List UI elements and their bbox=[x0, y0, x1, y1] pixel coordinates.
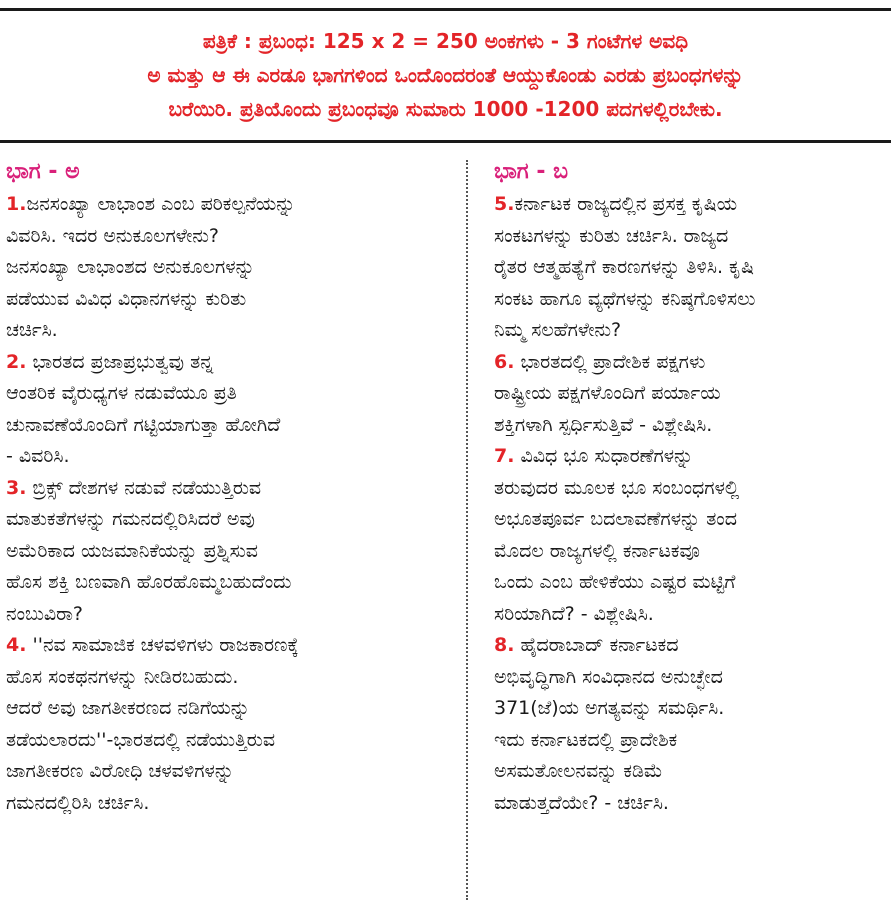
part-b-heading: ಭಾಗ - ಬ bbox=[494, 159, 569, 184]
question-line: ಜನಸಂಖ್ಯಾ ಲಾಭಾಂಶ ಎಂಬ ಪರಿಕಲ್ಪನೆಯನ್ನು bbox=[26, 193, 296, 215]
question-line: ಭಾರತದಲ್ಲಿ ಪ್ರಾದೇಶಿಕ ಪಕ್ಷಗಳು bbox=[514, 350, 706, 373]
question-2 bbox=[6, 347, 411, 473]
question-line: ಶಕ್ತಿಗಳಾಗಿ ಸ್ಪರ್ಧಿಸುತ್ತಿವೆ - ವಿಶ್ಲೇಷಿಸಿ. bbox=[494, 413, 713, 436]
question-line: ನಂಬುವಿರಾ? bbox=[6, 602, 83, 625]
question-line: ಕರ್ನಾಟಕ ರಾಜ್ಯದಲ್ಲಿನ ಪ್ರಸಕ್ತ ಕೃಷಿಯ bbox=[514, 193, 738, 215]
question-3 bbox=[6, 473, 411, 631]
question-line: ತರುವುದರ ಮೂಲಕ ಭೂ ಸಂಬಂಧಗಳಲ್ಲಿ bbox=[494, 476, 740, 499]
question-line: ರೈತರ ಆತ್ಮಹತ್ಯೆಗೆ ಕಾರಣಗಳನ್ನು ತಿಳಿಸಿ. ಕೃಷಿ bbox=[494, 256, 754, 278]
question-number: 1. bbox=[6, 193, 27, 215]
question-line: ಹೊಸ ಸಂಕಥನಗಳನ್ನು ನೀಡಿರಬಹುದು. bbox=[6, 665, 239, 688]
question-line: ಅಸಮತೋಲನವನ್ನು ಕಡಿಮೆ bbox=[494, 760, 663, 782]
instructions-line-3: ಬರೆಯಿರಿ. ಪ್ರತಿಯೊಂದು ಪ್ರಬಂಧವೂ ಸುಮಾರು 1000 -1200 ಪದಗಳಲ್ಲಿರಬೇಕು. bbox=[168, 97, 723, 121]
instructions-line-2: ಅ ಮತ್ತು ಆ ಈ ಎರಡೂ ಭಾಗಗಳಿಂದ ಒಂದೊಂದರಂತೆ ಆಯ್ದುಕೊಂಡು ಎರಡು ಪ್ರಬಂಧಗಳನ್ನು bbox=[147, 63, 744, 87]
question-line: ಒಂದು ಎಂಬ ಹೇಳಿಕೆಯು ಎಷ್ಟರ ಮಟ್ಟಿಗೆ bbox=[494, 571, 736, 593]
instructions-header bbox=[0, 24, 891, 126]
part-b-column bbox=[494, 155, 886, 819]
question-line: ಹೈದರಾಬಾದ್ ಕರ್ನಾಟಕದ bbox=[514, 634, 679, 656]
question-4 bbox=[6, 630, 411, 819]
question-number: 3. bbox=[6, 476, 27, 499]
question-line: ಆಂತರಿಕ ವೈರುಧ್ಯಗಳ ನಡುವೆಯೂ ಪ್ರತಿ bbox=[6, 382, 237, 404]
question-line: ಮಾತುಕತೆಗಳನ್ನು ಗಮನದಲ್ಲಿರಿಸಿದರೆ ಅವು bbox=[6, 508, 255, 530]
question-line: ಬ್ರಿಕ್ಸ್ ದೇಶಗಳ ನಡುವೆ ನಡೆಯುತ್ತಿರುವ bbox=[26, 476, 262, 499]
question-number: 7. bbox=[494, 445, 515, 467]
question-line: ಆದರೆ ಅವು ಜಾಗತೀಕರಣದ ನಡಿಗೆಯನ್ನು bbox=[6, 697, 250, 719]
question-line: ಜಾಗತೀಕರಣ ವಿರೋಧಿ ಚಳವಳಿಗಳನ್ನು bbox=[6, 760, 234, 782]
instructions-line-1: ಪತ್ರಿಕೆ : ಪ್ರಬಂಧ: 125 x 2 = 250 ಅಂಕಗಳು - 3 ಗಂಟೆಗಳ ಅವಧಿ bbox=[202, 29, 689, 53]
question-line: ''ನವ ಸಾಮಾಜಿಕ ಚಳವಳಿಗಳು ರಾಜಕಾರಣಕ್ಕೆ bbox=[26, 634, 299, 656]
question-6 bbox=[494, 347, 886, 442]
question-line: ವಿವರಿಸಿ. ಇದರ ಅನುಕೂಲಗಳೇನು? bbox=[6, 224, 219, 247]
question-line: ಗಮನದಲ್ಲಿರಿಸಿ ಚರ್ಚಿಸಿ. bbox=[6, 791, 150, 814]
question-5 bbox=[494, 189, 886, 347]
question-line: ಅಮೆರಿಕಾದ ಯಜಮಾನಿಕೆಯನ್ನು ಪ್ರಶ್ನಿಸುವ bbox=[6, 539, 258, 562]
question-number: 8. bbox=[494, 634, 515, 656]
question-number: 4. bbox=[6, 634, 27, 656]
question-line: ಭಾರತದ ಪ್ರಜಾಪ್ರಭುತ್ವವು ತನ್ನ bbox=[26, 350, 214, 373]
question-line: - ವಿವರಿಸಿ. bbox=[6, 445, 70, 467]
question-line: ಹೊಸ ಶಕ್ತಿ ಬಣವಾಗಿ ಹೊರಹೊಮ್ಮಬಹುದೆಂದು bbox=[6, 571, 292, 593]
question-line: ಚರ್ಚಿಸಿ. bbox=[6, 319, 58, 341]
question-line: 371(ಜೆ)ಯ ಅಗತ್ಯವನ್ನು ಸಮರ್ಥಿಸಿ. bbox=[494, 697, 725, 719]
question-number: 6. bbox=[494, 350, 515, 373]
question-line: ಮೊದಲ ರಾಜ್ಯಗಳಲ್ಲಿ ಕರ್ನಾಟಕವೂ bbox=[494, 539, 700, 562]
header-bottom-rule bbox=[0, 140, 891, 143]
question-number: 5. bbox=[494, 193, 515, 215]
question-line: ರಾಷ್ಟ್ರೀಯ ಪಕ್ಷಗಳೊಂದಿಗೆ ಪರ್ಯಾಯ bbox=[494, 382, 721, 404]
question-8 bbox=[494, 630, 886, 819]
question-line: ವಿವಿಧ ಭೂ ಸುಧಾರಣೆಗಳನ್ನು bbox=[514, 445, 694, 467]
question-number: 2. bbox=[6, 350, 27, 373]
question-1 bbox=[6, 189, 411, 347]
question-line: ಅಭೂತಪೂರ್ವ ಬದಲಾವಣೆಗಳನ್ನು ತಂದ bbox=[494, 508, 737, 530]
question-line: ಅಭಿವೃದ್ಧಿಗಾಗಿ ಸಂವಿಧಾನದ ಅನುಚ್ಛೇದ bbox=[494, 665, 723, 688]
question-line: ಮಾಡುತ್ತದೆಯೇ? - ಚರ್ಚಿಸಿ. bbox=[494, 791, 669, 814]
part-a-column bbox=[6, 155, 411, 819]
question-line: ತಡೆಯಲಾರದು''-ಭಾರತದಲ್ಲಿ ನಡೆಯುತ್ತಿರುವ bbox=[6, 728, 276, 751]
question-line: ಸಂಕಟಗಳನ್ನು ಕುರಿತು ಚರ್ಚಿಸಿ. ರಾಜ್ಯದ bbox=[494, 224, 729, 247]
question-line: ನಿಮ್ಮ ಸಲಹೆಗಳೇನು? bbox=[494, 319, 622, 341]
question-line: ಜನಸಂಖ್ಯಾ ಲಾಭಾಂಶದ ಅನುಕೂಲಗಳನ್ನು bbox=[6, 256, 255, 278]
question-7 bbox=[494, 441, 886, 630]
part-a-heading: ಭಾಗ - ಅ bbox=[6, 159, 80, 184]
question-line: ಸರಿಯಾಗಿದೆ? - ವಿಶ್ಲೇಷಿಸಿ. bbox=[494, 602, 654, 625]
question-line: ಚುನಾವಣೆಯೊಂದಿಗೆ ಗಟ್ಟಿಯಾಗುತ್ತಾ ಹೋಗಿದೆ bbox=[6, 413, 281, 436]
question-line: ಇದು ಕರ್ನಾಟಕದಲ್ಲಿ ಪ್ರಾದೇಶಿಕ bbox=[494, 728, 678, 751]
question-line: ಪಡೆಯುವ ವಿವಿಧ ವಿಧಾನಗಳನ್ನು ಕುರಿತು bbox=[6, 287, 247, 310]
top-rule bbox=[0, 8, 891, 11]
question-line: ಸಂಕಟ ಹಾಗೂ ವ್ಯಥೆಗಳನ್ನು ಕನಿಷ್ಠಗೊಳಿಸಲು bbox=[494, 287, 756, 310]
column-divider bbox=[466, 160, 468, 900]
